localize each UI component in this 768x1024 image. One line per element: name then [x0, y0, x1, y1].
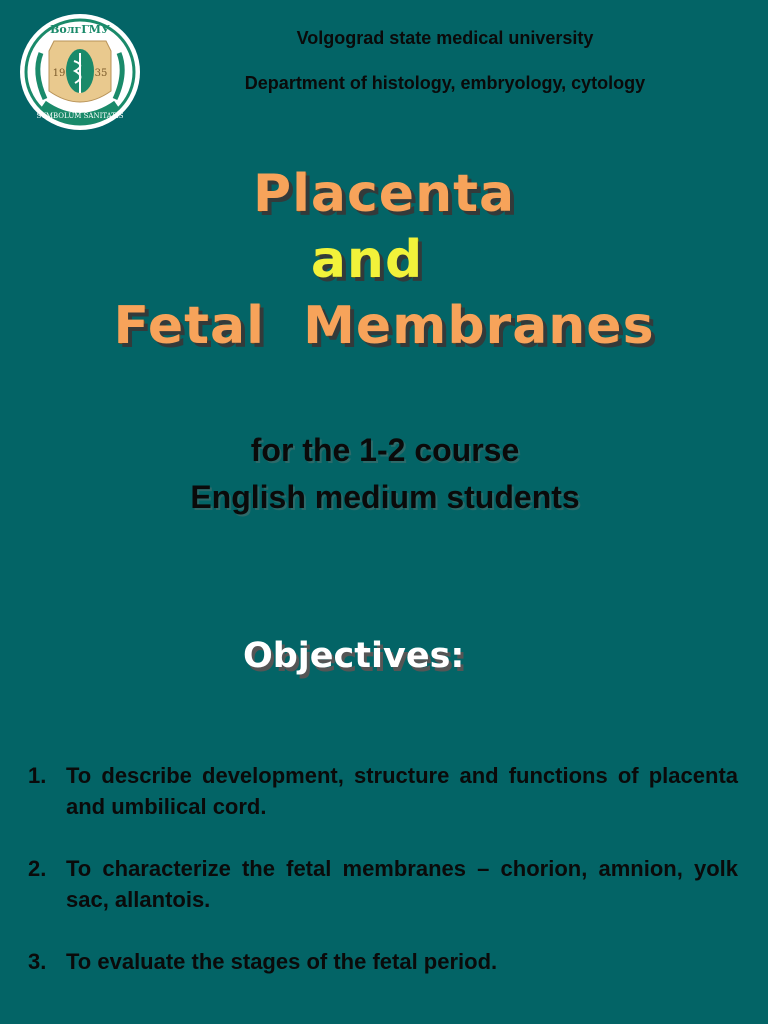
logo-year-right: 35	[94, 68, 108, 79]
title-line-2: and	[310, 230, 424, 290]
objective-number: 3.	[28, 949, 47, 974]
objective-number: 2.	[28, 856, 47, 881]
objective-item	[28, 760, 738, 822]
objective-text: To characterize the fetal membranes – chorion, amnion, yolk sac, allantois.	[66, 856, 738, 912]
university-name: Volgograd state medical university	[296, 28, 594, 48]
objective-item	[28, 853, 738, 915]
subtitle-line-1: for the 1-2 course	[250, 432, 520, 468]
university-emblem-icon	[19, 13, 141, 131]
department-name: Department of histology, embryology, cytology	[244, 73, 646, 93]
logo-bottom-text: SYMBOLUM SANITATIS	[36, 112, 124, 120]
objective-number: 1.	[28, 763, 47, 788]
title-line-1: Placenta	[252, 164, 516, 224]
subtitle-line-2: English medium students	[190, 479, 580, 515]
logo-year-left: 19	[52, 68, 66, 79]
objectives-list	[28, 760, 738, 1008]
title-line-3: Fetal Membranes	[113, 296, 655, 356]
objective-item	[28, 946, 738, 977]
logo-top-text: ВолгГМУ	[50, 23, 110, 36]
objective-text: To evaluate the stages of the fetal period.	[66, 949, 498, 974]
objectives-heading: Objectives:	[243, 636, 465, 676]
objective-text: To describe development, structure and functions of placenta and umbilical cord.	[66, 763, 738, 819]
